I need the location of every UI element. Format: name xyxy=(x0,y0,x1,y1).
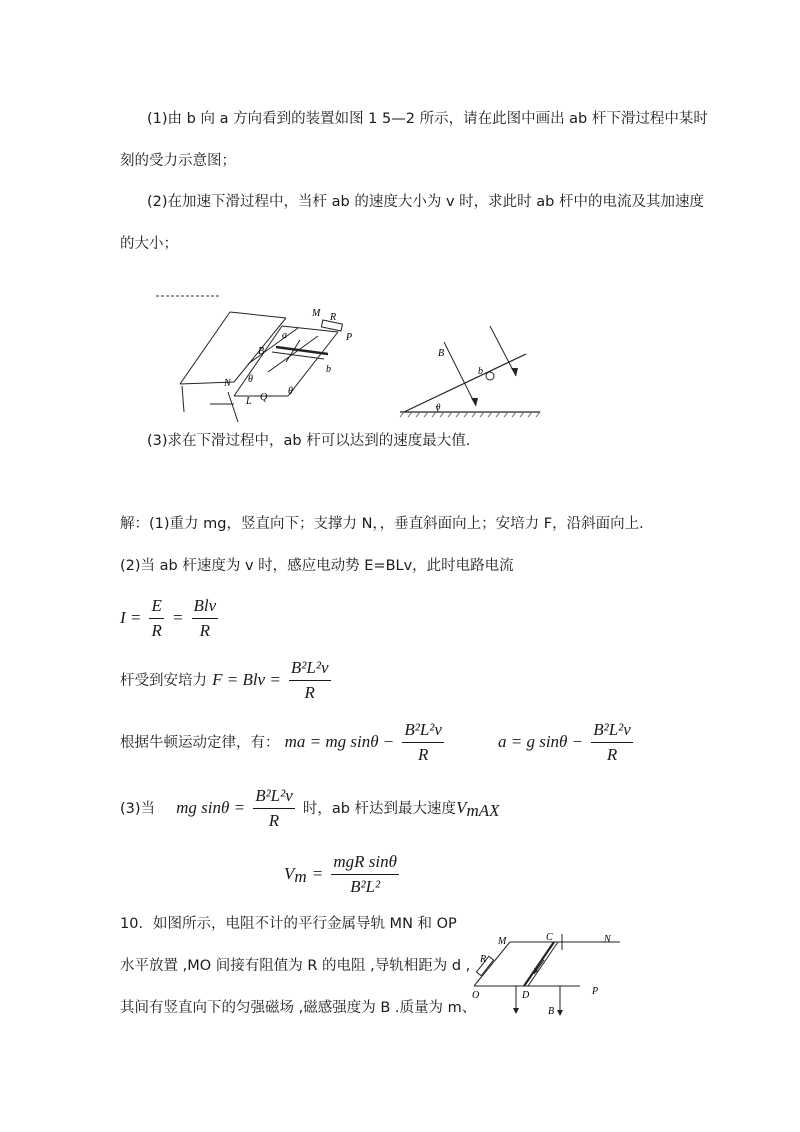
eq-3-lhs: mg sinθ = xyxy=(176,798,246,817)
fig3-label-M: M xyxy=(498,936,507,947)
eq-vm-lhs-sub: m xyxy=(294,867,307,886)
figure-horizontal-rails xyxy=(470,928,630,1020)
eq-I-frac1-den: R xyxy=(151,621,162,640)
eq-vm-fraction xyxy=(331,852,399,897)
eq-3-vmax-sub: mAX xyxy=(466,801,500,820)
question-2-line-2: 的大小； xyxy=(120,236,178,252)
eq-3-fraction xyxy=(253,786,295,831)
eq-I-fraction-2 xyxy=(192,596,219,641)
figure-inclined-rails xyxy=(150,292,370,422)
eq-F-prefix: 杆受到安培力 xyxy=(120,673,207,689)
problem-10-line-1: 10．如图所示，电阻不计的平行金属导轨 MN 和 OP xyxy=(120,916,457,932)
eq-F-fraction xyxy=(289,658,331,703)
equation-vm xyxy=(284,852,402,897)
eq-I-frac2-num: Blv xyxy=(192,596,219,619)
fig1-label-b: b xyxy=(326,364,331,375)
eq-a-rhs-fraction xyxy=(591,720,633,765)
equation-max-speed-condition xyxy=(120,786,500,831)
fig3-label-D: D xyxy=(522,990,530,1001)
fig2-label-B: B xyxy=(438,348,445,359)
eq-a-rhs-den: R xyxy=(606,745,618,764)
fig1-label-Q: Q xyxy=(260,392,268,403)
fig1-label-theta-1: θ xyxy=(248,374,253,385)
fig1-label-L: L xyxy=(246,396,252,407)
eq-a-rhs-num: B²L²v xyxy=(591,720,633,743)
eq-F-lhs: F = Blv = xyxy=(212,670,281,689)
fig1-label-B: B xyxy=(258,346,265,357)
eq-a-fraction xyxy=(402,720,444,765)
eq-I-lhs: I = xyxy=(120,608,142,627)
eq-a-prefix: 根据牛顿运动定律，有： xyxy=(120,735,280,751)
eq-a-lhs: ma = mg sinθ − xyxy=(284,732,395,751)
eq-a-rhs-lhs: a = g sinθ − xyxy=(498,732,584,751)
equation-force xyxy=(120,658,334,703)
fig1-label-N: N xyxy=(224,378,231,389)
eq-F-den: R xyxy=(304,683,315,702)
eq-vm-equals: = xyxy=(311,864,324,883)
figure-side-view xyxy=(394,320,544,422)
eq-3-suffix: 时，ab 杆达到最大速度 xyxy=(302,801,457,817)
eq-I-fraction-1 xyxy=(149,596,163,641)
fig1-label-P: P xyxy=(346,332,353,343)
eq-vm-den: B²L² xyxy=(350,877,381,896)
fig3-label-P: P xyxy=(592,986,599,997)
fig1-label-a: a xyxy=(282,330,287,341)
eq-a-den: R xyxy=(417,745,429,764)
eq-I-frac1-num: E xyxy=(149,596,163,619)
solution-line-2: (2)当 ab 杆速度为 v 时，感应电动势 E=BLv，此时电路电流 xyxy=(120,558,514,574)
fig3-label-R: R xyxy=(480,954,487,965)
eq-3-den: R xyxy=(268,811,280,830)
solution-line-1: 解：(1)重力 mg，竖直向下；支撑力 N，，垂直斜面向上；安培力 F，沿斜面向上． xyxy=(120,516,654,532)
fig1-label-theta-2: θ xyxy=(288,386,293,397)
fig1-label-M: M xyxy=(312,308,321,319)
question-1-line-2: 刻的受力示意图； xyxy=(120,153,236,169)
problem-10-line-3: 其间有竖直向下的匀强磁场 ,磁感强度为 B .质量为 m、 xyxy=(120,1000,477,1016)
question-1-line-1: (1)由 b 向 a 方向看到的装置如图 1 5—2 所示，请在此图中画出 ab 杆下滑过程中某时 xyxy=(147,111,708,127)
equation-newton xyxy=(120,720,447,765)
eq-3-prefix: (3)当 xyxy=(120,801,156,817)
equation-current xyxy=(120,596,221,641)
eq-vm-num: mgR sinθ xyxy=(331,852,399,875)
eq-3-vmax: V xyxy=(456,798,467,817)
fig2-label-b: b xyxy=(478,366,483,377)
eq-a-num: B²L²v xyxy=(402,720,444,743)
problem-10-line-2: 水平放置 ,MO 间接有阻值为 R 的电阻 ,导轨相距为 d , xyxy=(120,958,471,974)
eq-I-equals: = xyxy=(171,608,184,627)
fig3-label-N: N xyxy=(604,934,611,945)
eq-I-frac2-den: R xyxy=(199,621,211,640)
fig3-label-O: O xyxy=(472,990,480,1001)
fig2-label-theta: θ xyxy=(436,402,441,412)
question-2-line-1: (2)在加速下滑过程中，当杆 ab 的速度大小为 v 时，求此时 ab 杆中的电流及其加速度 xyxy=(147,194,704,210)
fig3-label-B: B xyxy=(548,1006,555,1017)
fig3-label-C: C xyxy=(546,932,553,943)
eq-vm-lhs: V xyxy=(284,864,295,883)
fig1-label-R: R xyxy=(330,312,337,323)
eq-F-num: B²L²v xyxy=(289,658,331,681)
question-3-line: (3)求在下滑过程中，ab 杆可以达到的速度最大值． xyxy=(147,433,481,449)
equation-acceleration xyxy=(498,720,636,765)
eq-3-num: B²L²v xyxy=(253,786,295,809)
